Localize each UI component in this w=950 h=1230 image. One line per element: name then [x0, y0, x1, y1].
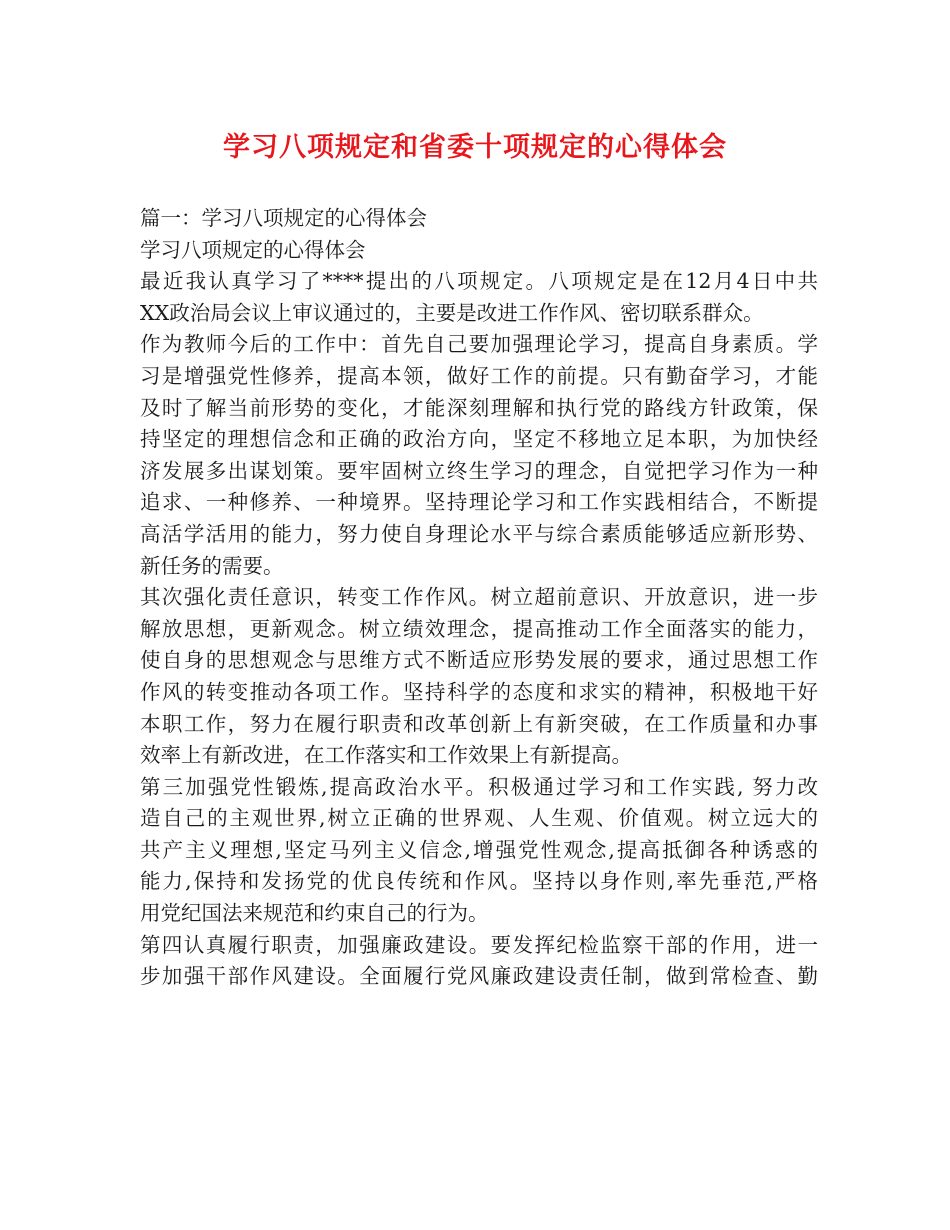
paragraph-line: 高活学活用的能力，努力使自身理论水平与综合素质能够适应新形势、	[140, 521, 818, 546]
paragraph-line: 作风的转变推动各项工作。坚持科学的态度和求实的精神，积极地干好	[140, 679, 818, 704]
paragraph-line: 能力,保持和发扬党的优良传统和作风。坚持以身作则,率先垂范,严格	[140, 869, 818, 894]
paragraph-line: 最近我认真学习了****提出的八项规定。八项规定是在12月4日中共	[140, 269, 818, 294]
paragraph-line: 第四认真履行职责，加强廉政建设。要发挥纪检监察干部的作用，进一	[140, 932, 818, 957]
paragraph-line: 作为教师今后的工作中：首先自己要加强理论学习，提高自身素质。学	[140, 332, 818, 357]
paragraph-line: 解放思想，更新观念。树立绩效理念，提高推动工作全面落实的能力，	[140, 616, 818, 641]
paragraph-line: XX政治局会议上审议通过的，主要是改进工作作风、密切联系群众。	[140, 300, 764, 325]
sub-heading: 学习八项规定的心得体会	[140, 237, 366, 262]
paragraph-line: 使自身的思想观念与思维方式不断适应形势发展的要求，通过思想工作	[140, 648, 818, 673]
document-body	[140, 203, 818, 993]
paragraph-line: 新任务的需要。	[140, 553, 284, 578]
paragraph-line: 持坚定的理想信念和正确的政治方向，坚定不移地立足本职，为加快经	[140, 427, 818, 452]
paragraph-line: 用党纪国法来规范和约束自己的行为。	[140, 901, 489, 926]
paragraph-line: 习是增强党性修养，提高本领，做好工作的前提。只有勤奋学习，才能	[140, 363, 818, 388]
paragraph-line: 本职工作，努力在履行职责和改革创新上有新突破，在工作质量和办事	[140, 711, 818, 736]
paragraph-line: 造自己的主观世界,树立正确的世界观、人生观、价值观。树立远大的	[140, 806, 818, 831]
paragraph-line: 及时了解当前形势的变化，才能深刻理解和执行党的路线方针政策，保	[140, 395, 818, 420]
section-heading: 篇一：学习八项规定的心得体会	[140, 206, 427, 230]
paragraph-line: 第三加强党性锻炼,提高政治水平。积极通过学习和工作实践, 努力改	[140, 774, 818, 799]
document-title: 学习八项规定和省委十项规定的心得体会	[223, 132, 727, 163]
paragraph-line: 其次强化责任意识，转变工作作风。树立超前意识、开放意识，进一步	[140, 585, 818, 610]
paragraph-line: 步加强干部作风建设。全面履行党风廉政建设责任制，做到常检查、勤	[140, 964, 818, 989]
paragraph-line: 共产主义理想,坚定马列主义信念,增强党性观念,提高抵御各种诱惑的	[140, 837, 818, 862]
paragraph-line: 追求、一种修养、一种境界。坚持理论学习和工作实践相结合，不断提	[140, 490, 818, 515]
paragraph-line: 效率上有新改进，在工作落实和工作效果上有新提高。	[140, 743, 632, 768]
paragraph-line: 济发展多出谋划策。要牢固树立终生学习的理念，自觉把学习作为一种	[140, 458, 818, 483]
